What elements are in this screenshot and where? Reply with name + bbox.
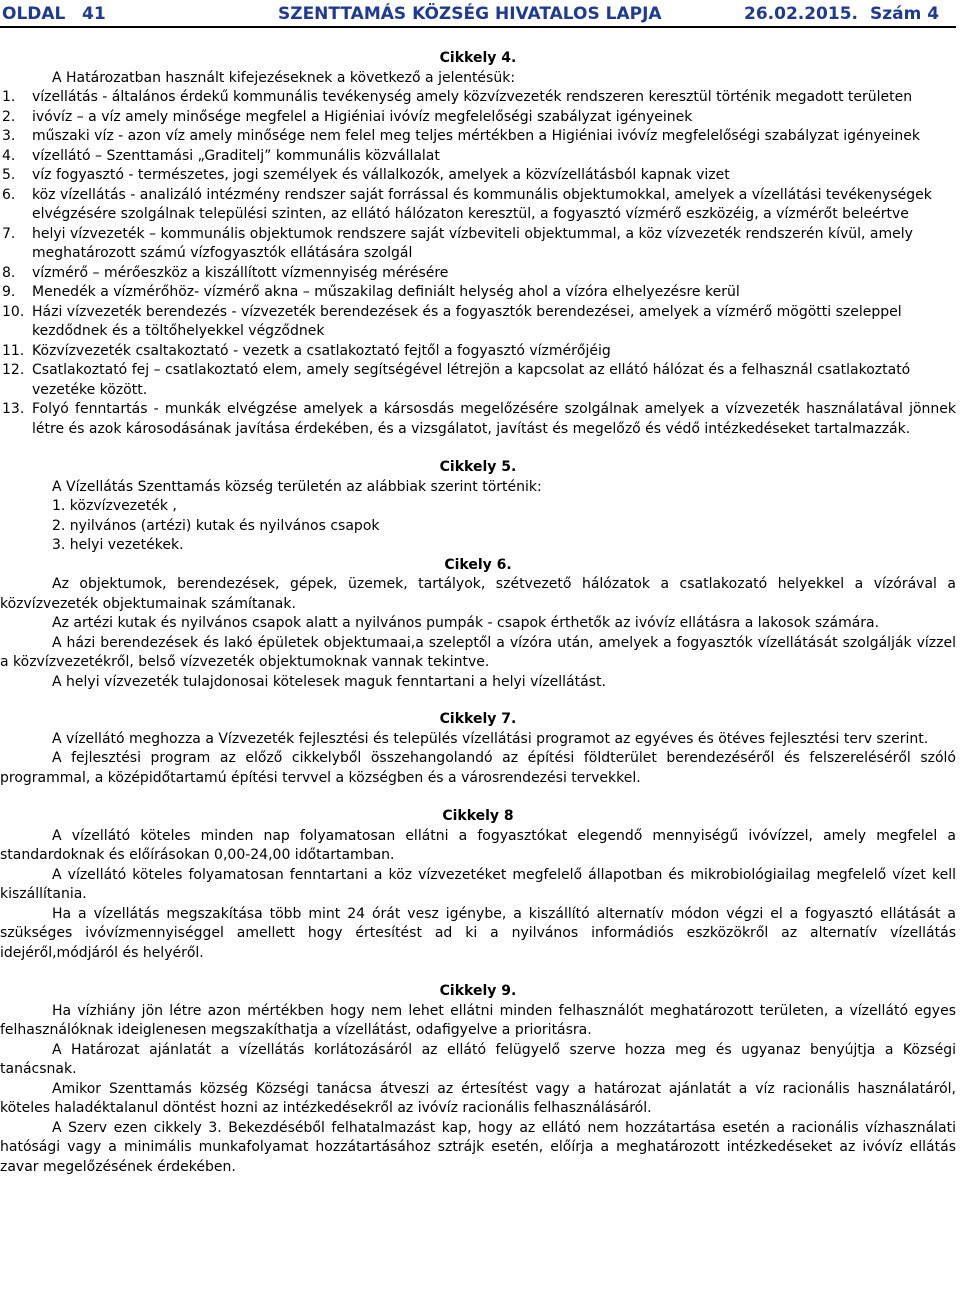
article-6-paragraph: A házi berendezések és lakó épületek objektumaai,a szeleptől a vízóra után, amelyek a fogyasztók vízellátását szolgálják vízzel a közvízvezetékről, belső vízvezeték objektumoknak vannak tekintve. <box>0 634 956 670</box>
article-4-intro: A Határozatban használt kifejezéseknek a következő a jelentésük: <box>52 69 516 86</box>
list-item: 2. nyilvános (artézi) kutak és nyilvános csapok <box>52 517 380 534</box>
article-6-paragraph: Az artézi kutak és nyilvános csapok alatt a nyilvános pumpák - csapok érthetők az ivóvíz ellátásra a lakosok számára. <box>52 615 880 631</box>
list-item <box>0 283 956 303</box>
item-text: Csatlakoztató fej – csatlakoztató elem, amely segítségével létrejön a kapcsolat az ellátó hálózat és a felhasznál csatlakoztató vezetéke között. <box>32 362 911 398</box>
item-number: 11. <box>2 342 25 359</box>
header-publication-title: SZENTTAMÁS KÖZSÉG HIVATALOS LAPJA <box>278 4 662 24</box>
item-number: 10. <box>2 303 25 320</box>
item-text: Közvízvezeték csaltakoztató - vezetk a csatlakoztató fejtől a fogyasztó vízmérőjéig <box>32 342 611 359</box>
item-text: vízellátás - általános érdekű kommunális tevékenység amely közvízvezeték rendszeren keresztül történik megadott területen <box>32 89 913 105</box>
item-number: 13. <box>2 401 25 417</box>
item-text: víz fogyasztó - természetes, jogi személyek és vállalkozók, amelyek a közvízellátásból kapnak vizet <box>32 167 730 183</box>
item-text: Folyó fenntartás - munkák elvégzése amelyek a kársosdás megelőzésére szolgálnak amelyek a vízvezeték használatával jönnek létre és azok károsodásának javítása érdekében, és a vizsgálatot, javítást és megelőző és védő intézkedéseket tartalmazzák. <box>32 401 956 437</box>
item-text: vízmérő – mérőeszköz a kiszállított vízmennyiség mérésére <box>32 264 449 281</box>
list-item <box>0 361 956 400</box>
item-number: 5. <box>2 167 16 183</box>
article-7-heading: Cikkely 7. <box>439 711 517 727</box>
header-oldal-label: OLDAL <box>2 4 66 24</box>
list-item <box>0 127 956 147</box>
item-text: Menedék a vízmérőhöz- vízmérő akna – műszakilag definiált helység ahol a vízóra elhelyezésre kerül <box>32 284 740 300</box>
item-number: 2. <box>2 108 16 125</box>
item-number: 6. <box>2 186 16 203</box>
article-5-heading: Cikkely 5. <box>439 459 517 475</box>
item-text: ivóvíz – a víz amely minősége megfelel a Higiéniai ivóvíz megfelelőségi szabályzat igényeinek <box>32 108 693 125</box>
item-text: helyi vízvezeték – kommunális objektumok rendszere saját vízbeviteli objektummal, a köz vízvezeték rendszerén kívül, amely meghatározott számú vízfogyasztók ellátására szolgál <box>32 225 913 261</box>
article-9-heading: Cikkely 9. <box>439 983 517 999</box>
article-8-paragraph: Ha a vízellátás megszakítása több mint 24 órát vesz igénybe, a kiszállító alternatív módon végzi el a fogyasztó ellátását a szükséges ivóvízmennyiséggel amellett hogy értesítést ad ki a nyilvános informádiós eszközökről az alternatív vízellátás idejéről,módjáról és helyéről. <box>0 905 956 961</box>
item-text: köz vízellátás - analizáló intézmény rendszer saját forrással és kommunális objektumokkal, amelyek a vízellátási tevékenységek elvégzésére szolgálnak települési szinten, az ellátó hálózaton keresztül, a fogyasztó vízmérő eszközéig, a vízmérőt beleértve <box>32 186 932 222</box>
article-9-paragraph: A Határozat ajánlatát a vízellátás korlátozásáról az ellátó felügyelő szerve hozza meg és ugyanaz benyújtja a Községi tanácsnak. <box>0 1041 956 1077</box>
article-4-definitions-list <box>0 88 956 439</box>
item-number: 8. <box>2 264 16 281</box>
list-item <box>0 303 956 342</box>
item-number: 7. <box>2 225 16 242</box>
article-9-paragraph: Amikor Szenttamás község Községi tanácsa átveszi az értesítést vagy a határozat ajánlatát a víz racionális használatáról, köteles haladéktalanul döntést hozni az intézkedésekről az ivóvíz racionális felhasználásáról. <box>0 1080 956 1116</box>
list-item <box>0 166 956 186</box>
list-item <box>0 342 956 362</box>
list-item <box>0 264 956 284</box>
list-item <box>0 147 956 167</box>
list-item <box>0 186 956 225</box>
article-4-heading: Cikkely 4. <box>439 50 517 66</box>
item-number: 12. <box>2 362 25 378</box>
list-item: 3. helyi vezetékek. <box>52 537 184 553</box>
list-item <box>0 88 956 108</box>
item-number: 4. <box>2 147 16 164</box>
list-item <box>0 225 956 264</box>
header-date: 26.02.2015. <box>744 4 859 24</box>
item-number: 9. <box>2 284 16 300</box>
article-5-intro: A Vízellátás Szenttamás község területén az alábbiak szerint történik: <box>52 478 542 495</box>
article-6-paragraph: A helyi vízvezeték tulajdonosai kötelesek maguk fenntartani a helyi vízellátást. <box>52 673 606 690</box>
page-header <box>0 2 956 28</box>
article-6-paragraph: Az objektumok, berendezések, gépek, üzemek, tartályok, szétvezető hálózatok a csatlakozató helyekkel a vízórával a közvízvezeték objektumainak számítanak. <box>0 576 956 612</box>
item-number: 3. <box>2 128 16 144</box>
list-item: 1. közvízvezeték , <box>52 498 177 514</box>
article-8-paragraph: A vízellátó köteles folyamatosan fenntartani a köz vízvezetéket megfelelő állapotban és mikrobiológiailag megfelelő vízet kell kiszállítania. <box>0 866 956 902</box>
document-body <box>0 49 956 1177</box>
item-text: Házi vízvezeték berendezés - vízvezeték berendezések és a fogyasztók berendezései, amelyek a vízmérő mögötti szeleppel kezdődnek és a töltőhelyekkel végződnek <box>32 303 902 339</box>
article-9-paragraph: Ha vízhiány jön létre azon mértékben hogy nem lehet ellátni minden felhasználót meghatározott területen, a vízellátó egyes felhasználóknak ideiglenesen megszakíthatja a vízellátást, odafigyelve a prioritásra. <box>0 1002 956 1038</box>
list-item <box>0 108 956 128</box>
article-8-paragraph: A vízellátó köteles minden nap folyamatosan ellátni a fogyasztókat elegendő mennyiségű ivóvízzel, amely megfelel a standardoknak és előírásokan 0,00-24,00 időtartamban. <box>0 827 956 863</box>
list-item <box>0 400 956 439</box>
header-page-number: 41 <box>82 4 106 24</box>
item-number: 1. <box>2 89 16 105</box>
article-9-paragraph: A Szerv ezen cikkely 3. Bekezdéséből felhatalmazást kap, hogy az ellátó nem hozzátartása esetén a racionális vízhasználati hatósági vagy a minimális munkafolyamat hozzátartásához sztrájk esetén, előírja a meghatározott intézkedéseket az ivóvíz ellátás zavar megelőzésének érdekében. <box>0 1119 956 1175</box>
item-text: műszaki víz - azon víz amely minősége nem felel meg teljes mértékben a Higiéniai ivóvíz megfelelőségi szabályzat igényeinek <box>32 128 920 144</box>
header-issue: Szám 4 <box>870 4 940 24</box>
article-7-paragraph: A vízellátó meghozza a Vízvezeték fejlesztési és település vízellátási programot az egyéves és ötéves fejlesztési terv szerint. <box>52 730 929 747</box>
article-7-paragraph: A fejlesztési program az előző cikkelyből összehangolandó az építési földterület berendezéséről és felszereléséről szóló programmal, a középidőtartamú építési tervvel a községben és a városrendezési tervekkel. <box>0 750 956 786</box>
article-8-heading: Cikkely 8 <box>442 808 514 824</box>
article-6-heading: Cikely 6. <box>444 556 512 573</box>
item-text: vízellátó – Szenttamási „Graditelj” kommunális közvállalat <box>32 147 440 164</box>
